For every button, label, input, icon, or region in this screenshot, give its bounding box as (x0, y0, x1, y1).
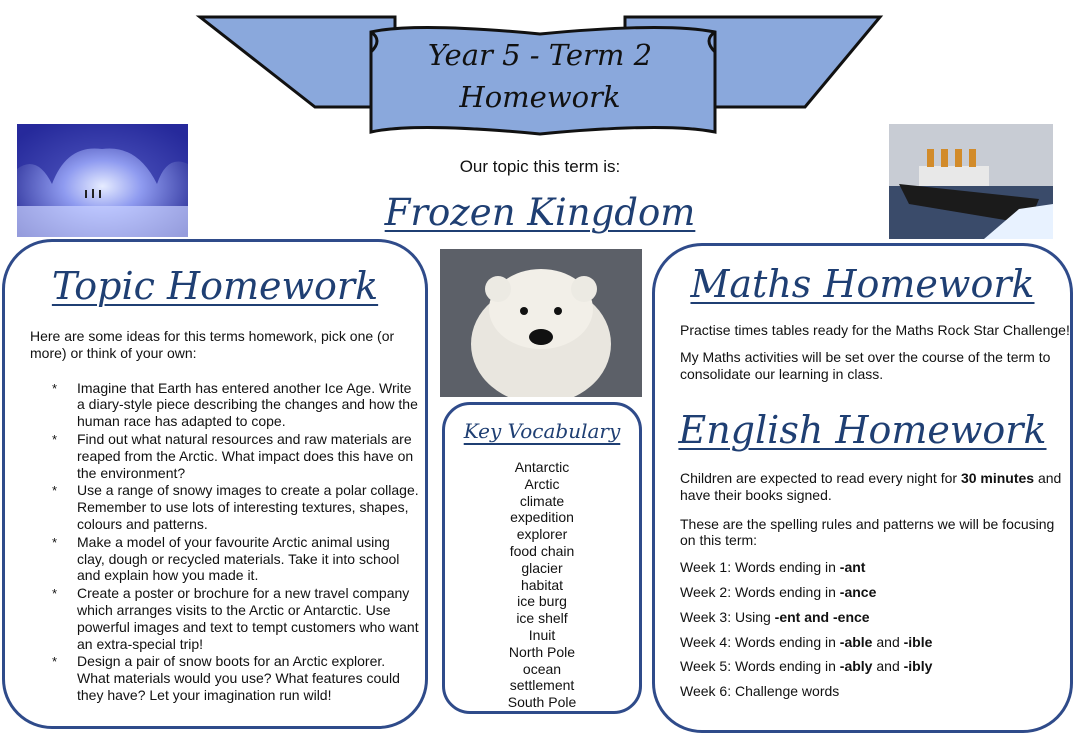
list-item: Antarctic (514, 459, 570, 475)
list-item: settlement (509, 677, 575, 694)
polar-bear-photo (440, 249, 642, 397)
list-item: ice burg (517, 593, 567, 610)
spelling-week: Week 2: Words ending in -ance (680, 583, 877, 600)
key-vocabulary-panel (442, 402, 642, 714)
list-item: * Create a poster or brochure for a new travel company which arranges visits to the Arctic or Antarctic. Use powerful images and text to tempt customers who want an extra-special trip! (30, 585, 420, 652)
title-banner (195, 12, 885, 142)
list-item: North Pole (508, 643, 576, 660)
list-item: food chain (509, 542, 575, 559)
list-item: ice shelf (516, 610, 568, 627)
list-item: South Pole (507, 694, 577, 711)
list-item: Inuit (528, 626, 556, 643)
list-item: * Find out what natural resources and raw materials are reaped from the Arctic. What impact does this have on the environment? (30, 431, 420, 481)
ship-in-ice-photo (889, 124, 1053, 239)
spelling-week: Week 5: Words ending in -ably and -ibly (680, 658, 933, 675)
ice-cave-photo (17, 124, 188, 237)
spelling-week: Week 4: Words ending in -able and -ible (680, 633, 933, 650)
list-item: * Use a range of snowy images to create a polar collage. Remember to use lots of interesting textures, shapes, colours and patterns. (30, 482, 420, 532)
list-item: Arctic (524, 475, 560, 492)
ideas-list (30, 380, 420, 704)
list-item: * Imagine that Earth has entered another Ice Age. Write a diary-style piece describing the changes and how the human race has adapted to cope. (30, 380, 420, 430)
topic-homework-panel (2, 239, 428, 729)
maths-homework-heading: Maths Homework (690, 262, 1035, 306)
topic-title: Frozen Kingdom (384, 191, 696, 234)
english-homework-heading: English Homework (678, 408, 1047, 452)
spelling-week: Week 3: Using -ent and -ence (680, 608, 870, 625)
spelling-week: Week 6: Challenge words (680, 683, 840, 700)
list-item: habitat (520, 576, 564, 593)
topic-homework-heading: Topic Homework (51, 264, 379, 308)
list-item: climate (519, 492, 565, 509)
maths-paragraph-1: Practise times tables ready for the Maths Rock Star Challenge! (680, 322, 1070, 338)
list-item: ocean (522, 660, 562, 677)
list-item: expedition (510, 509, 574, 526)
list-item: * Design a pair of snow boots for an Arctic explorer. What materials would you use? What features could they have? Let your imagination run wild! (30, 653, 420, 703)
vocabulary-list (445, 459, 639, 711)
english-paragraph-2: These are the spelling rules and patterns we will be focusing on this term: (680, 515, 1055, 549)
list-item: * Make a model of your favourite Arctic animal using clay, dough or recycled materials. Take it into school and explain how you made it. (30, 534, 420, 584)
vocabulary-heading: Key Vocabulary (463, 419, 621, 443)
list-item: explorer (516, 526, 568, 543)
english-paragraph-1: Children are expected to read every night for 30 minutes and have their books signed. (680, 470, 1062, 503)
spelling-week: Week 1: Words ending in -ant (680, 559, 866, 576)
maths-english-panel (652, 243, 1073, 733)
banner-title-line1: Year 5 - Term 2 (427, 38, 653, 72)
list-item: glacier (521, 559, 563, 576)
maths-paragraph-2: My Maths activities will be set over the course of the term to consolidate our learning in class. (680, 348, 1051, 382)
topic-homework-intro: Here are some ideas for this terms homework, pick one (or more) or think of your own: (30, 328, 395, 361)
topic-intro: Our topic this term is: (459, 157, 621, 176)
banner-title-line2: Homework (459, 80, 621, 114)
